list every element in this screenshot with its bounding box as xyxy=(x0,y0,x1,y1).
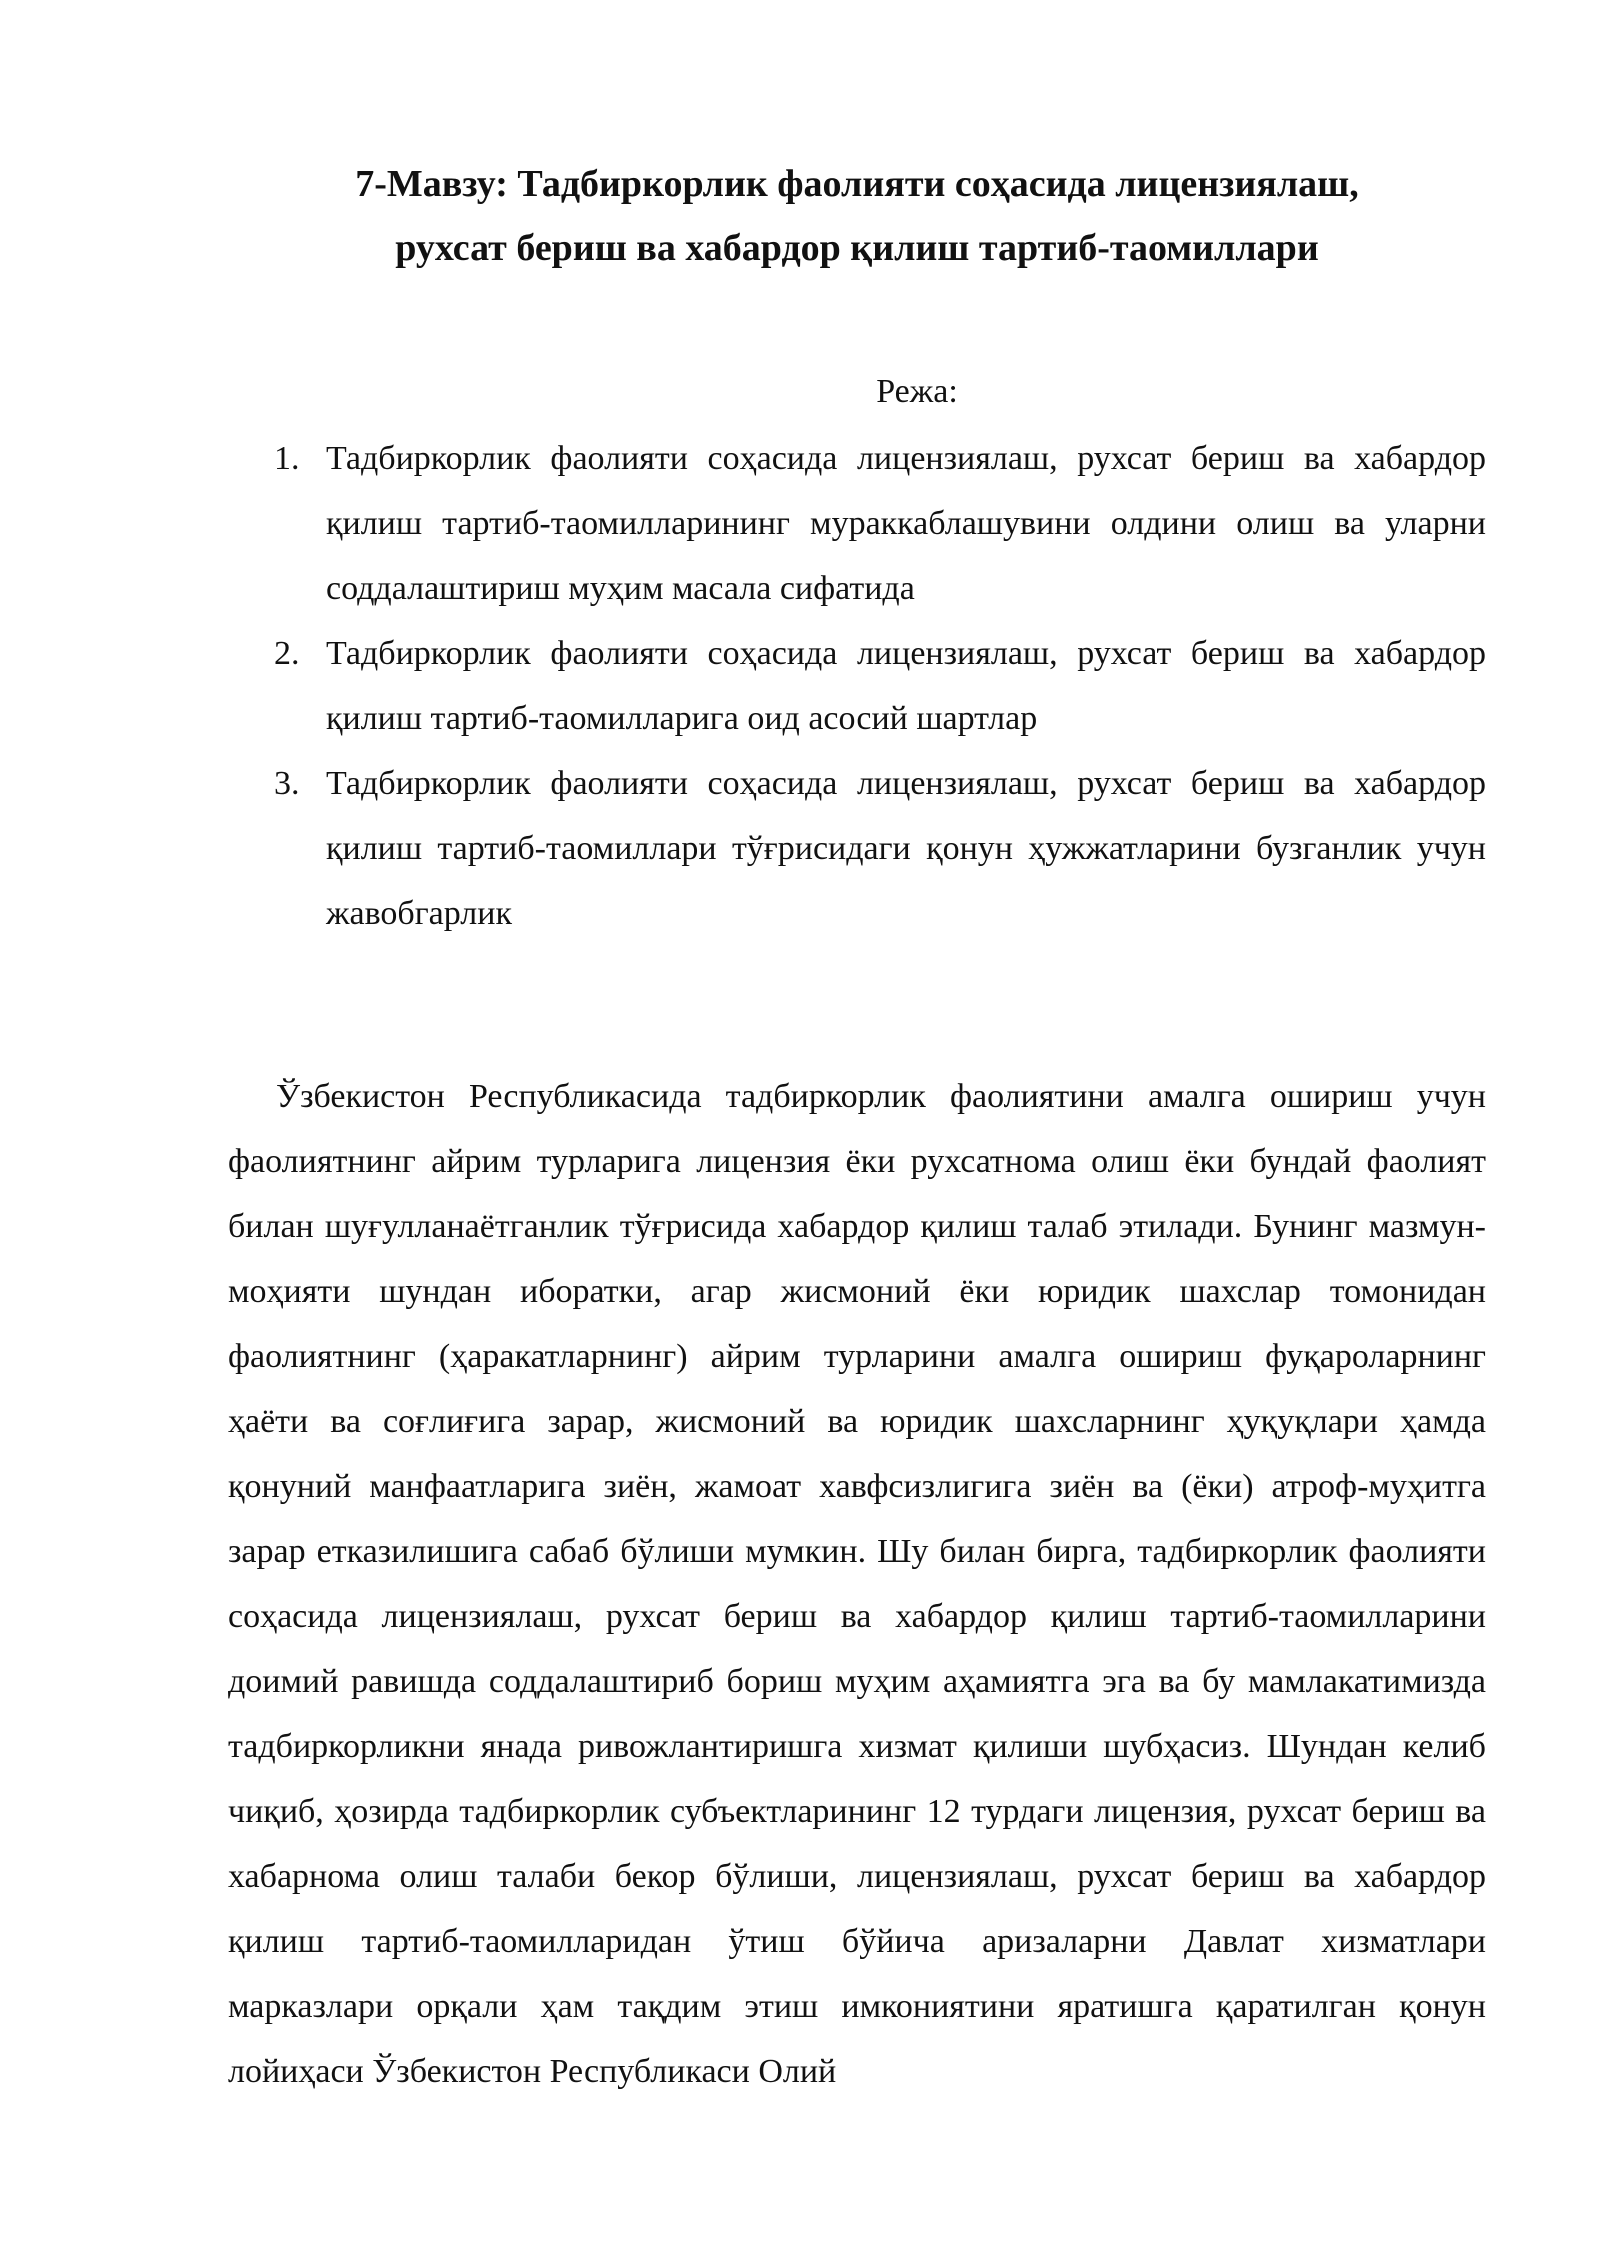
page-title xyxy=(228,152,1486,280)
title-line-1: 7-Мавзу: Тадбиркорлик фаолияти соҳасида лицензиялаш, xyxy=(355,163,1359,205)
plan-item-3 xyxy=(228,751,1486,946)
plan-item-text: Тадбиркорлик фаолияти соҳасида лицензиялаш, рухсат бериш ва хабардор қилиш тартиб-таомилларига оид асосий шартлар xyxy=(326,635,1486,737)
plan-heading: Режа: xyxy=(876,373,958,410)
plan-list xyxy=(228,426,1486,946)
title-line-2: рухсат бериш ва хабардор қилиш тартиб-таомиллари xyxy=(395,227,1319,269)
body-paragraph: Ўзбекистон Республикасида тадбиркорлик фаолиятини амалга ошириш учун фаолиятнинг айрим турларига лицензия ёки рухсатнома олиш ёки бундай фаолият билан шуғулланаётганлик тўғрисида хабардор қилиш талаб этилади. Бунинг мазмун-моҳияти шундан иборатки, агар жисмоний ёки юридик шахслар томонидан фаолиятнинг (ҳаракатларнинг) айрим турларини амалга ошириш фуқароларнинг ҳаёти ва соғлиғига зарар, жисмоний ва юридик шахсларнинг ҳуқуқлари ҳамда қонуний манфаатларига зиён, жамоат хавфсизлигига зиён ва (ёки) атроф-муҳитга зарар етказилишига сабаб бўлиши мумкин. Шу билан бирга, тадбиркорлик фаолияти соҳасида лицензиялаш, рухсат бериш ва хабардор қилиш тартиб-таомилларини доимий равишда соддалаштириб бориш муҳим аҳамиятга эга ва бу мамлакатимизда тадбиркорликни янада ривожлантиришга хизмат қилиши шубҳасиз. Шундан келиб чиқиб, ҳозирда тадбиркорлик субъектларининг 12 турдаги лицензия, рухсат бериш ва хабарнома олиш талаби бекор бўлиши, лицензиялаш, рухсат бериш ва хабардор қилиш тартиб-таомилларидан ўтиш бўйича аризаларни Давлат хизматлари марказлари орқали ҳам тақдим этиш имкониятини яратишга қаратилган қонун лойиҳаси Ўзбекистон Республикаси Олий xyxy=(228,1078,1486,2090)
plan-item-text: Тадбиркорлик фаолияти соҳасида лицензиялаш, рухсат бериш ва хабардор қилиш тартиб-таомиллари тўғрисидаги қонун ҳужжатларини бузганлик учун жавобгарлик xyxy=(326,765,1486,932)
plan-item-number: 3. xyxy=(274,765,300,802)
plan-item-number: 1. xyxy=(274,440,300,477)
plan-item-text: Тадбиркорлик фаолияти соҳасида лицензиялаш, рухсат бериш ва хабардор қилиш тартиб-таомилларининг мураккаблашувини олдини олиш ва уларни соддалаштириш муҳим масала сифатида xyxy=(326,440,1486,607)
plan-item-number: 2. xyxy=(274,635,300,672)
plan-item-2 xyxy=(228,621,1486,751)
plan-item-1 xyxy=(228,426,1486,621)
